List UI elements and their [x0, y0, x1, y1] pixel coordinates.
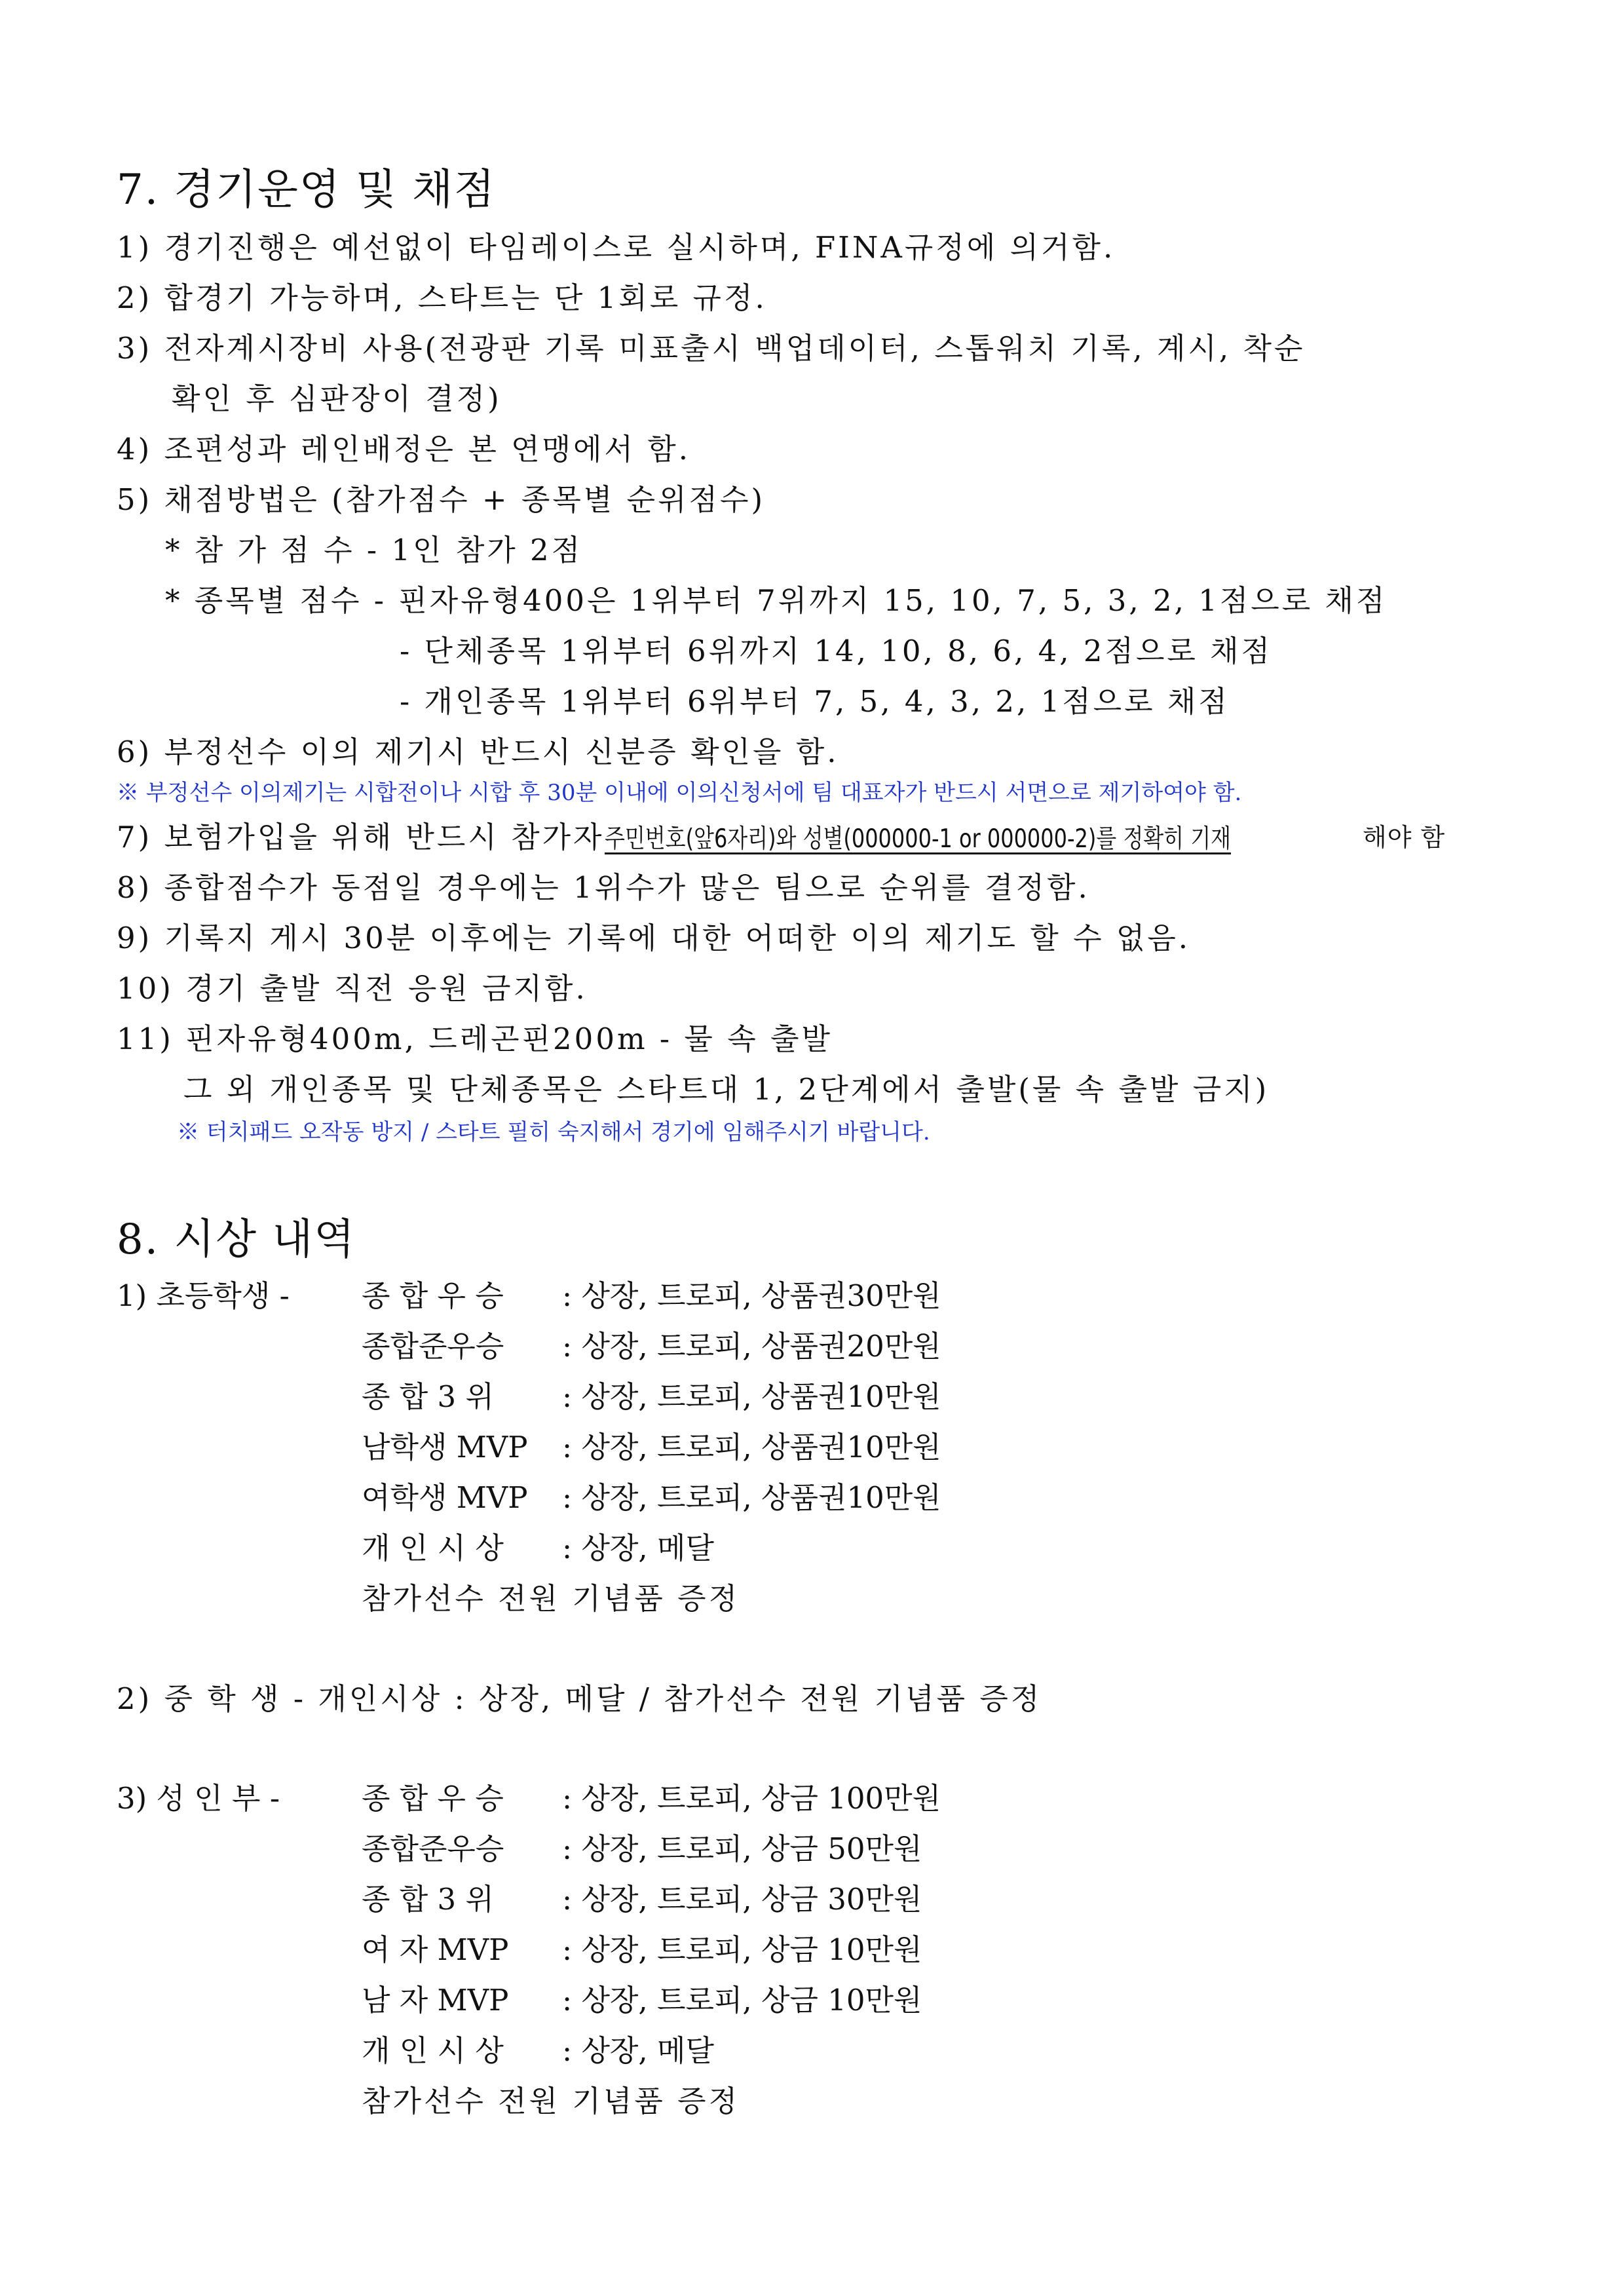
elementary-award-2-name: 종합준우승 — [362, 1329, 504, 1364]
elementary-award-1-value: : 상장, 트로피, 상품권30만원 — [562, 1278, 941, 1313]
rule-2: 2) 합경기 가능하며, 스타트는 단 1회로 규정. — [117, 280, 767, 315]
adult-award-6-value: : 상장, 메달 — [562, 2033, 714, 2068]
elementary-award-3-value: : 상장, 트로피, 상품권10만원 — [562, 1379, 941, 1414]
adult-award-5-name: 남 자 MVP — [362, 1983, 509, 2018]
elementary-label: 1) 초등학생 - — [117, 1278, 290, 1313]
rule-7-underlined: 주민번호(앞6자리)와 성별(000000-1 or 000000-2)를 정확히 기재 — [604, 824, 1231, 854]
rule-3-continued: 확인 후 심판장이 결정) — [172, 381, 502, 416]
rule-6-note: ※ 부정선수 이의제기는 시합전이나 시합 후 30분 이내에 이의신청서에 팀 대표자가 반드시 서면으로 제기하여야 함. — [117, 780, 1242, 806]
rule-5: 5) 채점방법은 (참가점수 + 종목별 순위점수) — [117, 482, 766, 517]
rule-7 — [117, 822, 1368, 852]
middle-school-awards: 2) 중 학 생 - 개인시상 : 상장, 메달 / 참가선수 전원 기념품 증정 — [117, 1681, 1042, 1716]
adult-award-4-value: : 상장, 트로피, 상금 10만원 — [562, 1932, 922, 1967]
rule-6: 6) 부정선수 이의 제기시 반드시 신분증 확인을 함. — [117, 735, 839, 769]
rule-5-participation-score: * 참 가 점 수 - 1인 참가 2점 — [165, 533, 583, 567]
rule-10: 10) 경기 출발 직전 응원 금지함. — [117, 971, 588, 1006]
rule-9: 9) 기록지 게시 30분 이후에는 기록에 대한 어떠한 이의 제기도 할 수 없음. — [117, 921, 1191, 955]
elementary-award-4-name: 남학생 MVP — [362, 1430, 528, 1464]
adult-award-1-name: 종 합 우 승 — [362, 1781, 504, 1816]
adult-award-1-value: : 상장, 트로피, 상금 100만원 — [562, 1781, 941, 1816]
rule-5-individual-event-score: - 개인종목 1위부터 6위부터 7, 5, 4, 3, 2, 1점으로 채점 — [400, 684, 1230, 719]
adult-award-4-name: 여 자 MVP — [362, 1932, 509, 1967]
adult-award-2-value: : 상장, 트로피, 상금 50만원 — [562, 1831, 922, 1866]
adult-award-3-value: : 상장, 트로피, 상금 30만원 — [562, 1882, 922, 1917]
rule-5-team-event-score: - 단체종목 1위부터 6위까지 14, 10, 8, 6, 4, 2점으로 채점 — [400, 634, 1273, 668]
elementary-award-2-value: : 상장, 트로피, 상품권20만원 — [562, 1329, 941, 1364]
elementary-award-6-value: : 상장, 메달 — [562, 1531, 714, 1565]
elementary-footer: 참가선수 전원 기념품 증정 — [362, 1581, 740, 1616]
rule-11: 11) 핀자유형400m, 드레곤핀200m - 물 속 출발 — [117, 1022, 833, 1056]
elementary-award-4-value: : 상장, 트로피, 상품권10만원 — [562, 1430, 941, 1464]
adult-footer: 참가선수 전원 기념품 증정 — [362, 2084, 740, 2118]
rule-5-event-score: * 종목별 점수 - 핀자유형400은 1위부터 7위까지 15, 10, 7, 5, 3, 2, 1점으로 채점 — [165, 583, 1388, 618]
section-8-title: 8. 시상 내역 — [117, 1215, 356, 1264]
rule-7-prefix: 7) 보험가입을 위해 반드시 참가자 — [117, 820, 605, 854]
adult-award-3-name: 종 합 3 위 — [362, 1882, 494, 1917]
elementary-award-6-name: 개 인 시 상 — [362, 1531, 504, 1565]
adult-award-5-value: : 상장, 트로피, 상금 10만원 — [562, 1983, 922, 2018]
elementary-award-3-name: 종 합 3 위 — [362, 1379, 494, 1414]
adult-award-2-name: 종합준우승 — [362, 1831, 504, 1866]
rule-8: 8) 종합점수가 동점일 경우에는 1위수가 많은 팀으로 순위를 결정함. — [117, 870, 1090, 905]
adult-label: 3) 성 인 부 - — [117, 1781, 280, 1816]
elementary-award-5-value: : 상장, 트로피, 상품권10만원 — [562, 1480, 941, 1515]
rule-3: 3) 전자계시장비 사용(전광판 기록 미표출시 백업데이터, 스톱워치 기록, 계시, 착순 — [117, 331, 1306, 366]
adult-award-6-name: 개 인 시 상 — [362, 2033, 504, 2068]
section-7-title: 7. 경기운영 및 채점 — [117, 166, 496, 214]
rule-11-continued: 그 외 개인종목 및 단체종목은 스타트대 1, 2단계에서 출발(물 속 출발 금지) — [183, 1072, 1270, 1107]
rule-7-suffix: 해야 함 — [1363, 823, 1446, 852]
elementary-award-1-name: 종 합 우 승 — [362, 1278, 504, 1313]
elementary-award-5-name: 여학생 MVP — [362, 1480, 528, 1515]
rule-11-note: ※ 터치패드 오작동 방지 / 스타트 필히 숙지해서 경기에 임해주시기 바랍니다. — [177, 1119, 930, 1145]
rule-1: 1) 경기진행은 예선없이 타임레이스로 실시하며, FINA규정에 의거함. — [117, 230, 1116, 265]
rule-4: 4) 조편성과 레인배정은 본 연맹에서 함. — [117, 432, 691, 467]
